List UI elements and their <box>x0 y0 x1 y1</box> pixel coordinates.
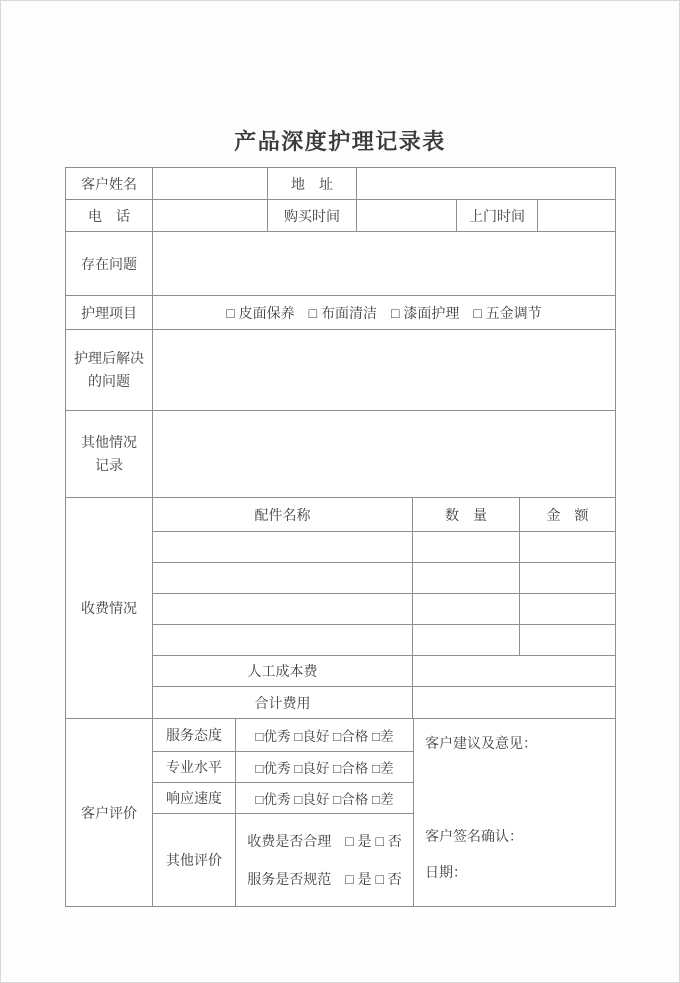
quantity-cell <box>413 594 520 624</box>
rating-options: □优秀 □良好 □合格 □差 <box>255 792 394 807</box>
amount-cell <box>520 625 615 655</box>
evaluation-notes-cell <box>414 719 615 906</box>
accessory-name-cell <box>153 594 413 624</box>
customer-name-label: 客户姓名 <box>66 168 153 199</box>
solved-problems-label <box>66 330 153 410</box>
rating-row-professional-level <box>153 752 413 783</box>
total-cost-value-cell <box>413 687 615 718</box>
rating-row-response-speed <box>153 783 413 814</box>
customer-name-value-cell <box>153 168 268 199</box>
date-label: 日期： <box>425 864 467 880</box>
other-evaluation-items <box>236 814 413 906</box>
purchase-time-label: 购买时间 <box>268 200 357 231</box>
labor-cost-row <box>153 656 615 687</box>
existing-problems-row <box>66 232 615 296</box>
amount-cell <box>520 532 615 562</box>
total-cost-label: 合计费用 <box>153 687 413 718</box>
evaluation-section <box>66 719 615 906</box>
charge-item-row <box>153 532 615 563</box>
accessory-name-cell <box>153 625 413 655</box>
care-items-options: □ 皮面保养 □ 布面清洁 □ 漆面护理 □ 五金调节 <box>226 304 542 321</box>
solved-problems-row <box>66 330 615 411</box>
other-evaluation-row <box>153 814 413 906</box>
labor-cost-value-cell <box>413 656 615 686</box>
labor-cost-label: 人工成本费 <box>153 656 413 686</box>
suggestion-label: 客户建议及意见： <box>425 735 537 751</box>
address-label: 地 址 <box>268 168 357 199</box>
other-records-row <box>66 411 615 498</box>
fee-reasonable-item: 收费是否合理 □ 是 □ 否 <box>247 833 402 850</box>
existing-problems-label: 存在问题 <box>66 232 153 295</box>
charges-section <box>66 498 615 719</box>
rating-label: 响应速度 <box>153 783 236 813</box>
evaluation-label: 客户评价 <box>66 719 153 906</box>
charge-item-row <box>153 563 615 594</box>
quantity-cell <box>413 532 520 562</box>
existing-problems-value-cell <box>153 232 615 295</box>
accessory-name-header: 配件名称 <box>153 498 413 531</box>
rating-row-service-attitude <box>153 719 413 752</box>
other-records-value-cell <box>153 411 615 497</box>
care-items-row <box>66 296 615 330</box>
amount-cell <box>520 563 615 593</box>
rating-options: □优秀 □良好 □合格 □差 <box>255 729 394 744</box>
phone-value-cell <box>153 200 268 231</box>
amount-cell <box>520 594 615 624</box>
address-value-cell <box>357 168 615 199</box>
quantity-cell <box>413 625 520 655</box>
amount-header: 金 额 <box>546 506 589 523</box>
other-evaluation-label: 其他评价 <box>153 814 236 906</box>
quantity-cell <box>413 563 520 593</box>
visit-time-label: 上门时间 <box>457 200 538 231</box>
accessory-name-cell <box>153 563 413 593</box>
accessory-name-cell <box>153 532 413 562</box>
phone-label: 电 话 <box>66 200 153 231</box>
page-title: 产品深度护理记录表 <box>234 129 446 154</box>
other-records-label-line1: 其他情况 <box>81 433 137 450</box>
rating-label: 专业水平 <box>153 752 236 782</box>
charge-item-row <box>153 594 615 625</box>
other-records-label-line2: 记录 <box>95 457 123 473</box>
solved-problems-label-line2: 的问题 <box>88 373 130 389</box>
charges-label: 收费情况 <box>66 498 153 718</box>
basic-info-row-2 <box>66 200 615 232</box>
visit-time-value-cell <box>538 200 615 231</box>
charge-item-row <box>153 625 615 656</box>
care-record-form <box>65 167 616 907</box>
quantity-header: 数 量 <box>413 498 520 531</box>
charges-table <box>153 498 615 718</box>
service-standard-item: 服务是否规范 □ 是 □ 否 <box>247 870 402 887</box>
basic-info-row-1 <box>66 168 615 200</box>
rating-label: 服务态度 <box>153 719 236 751</box>
care-items-label: 护理项目 <box>66 296 153 329</box>
total-cost-row <box>153 687 615 718</box>
rating-options: □优秀 □良好 □合格 □差 <box>255 761 394 776</box>
solved-problems-value-cell <box>153 330 615 410</box>
charges-header-row <box>153 498 615 532</box>
solved-problems-label-line1: 护理后解决 <box>74 349 144 366</box>
other-records-label <box>66 411 153 497</box>
signature-label: 客户签名确认： <box>425 828 523 844</box>
purchase-time-value-cell <box>357 200 457 231</box>
evaluation-ratings <box>153 719 414 906</box>
